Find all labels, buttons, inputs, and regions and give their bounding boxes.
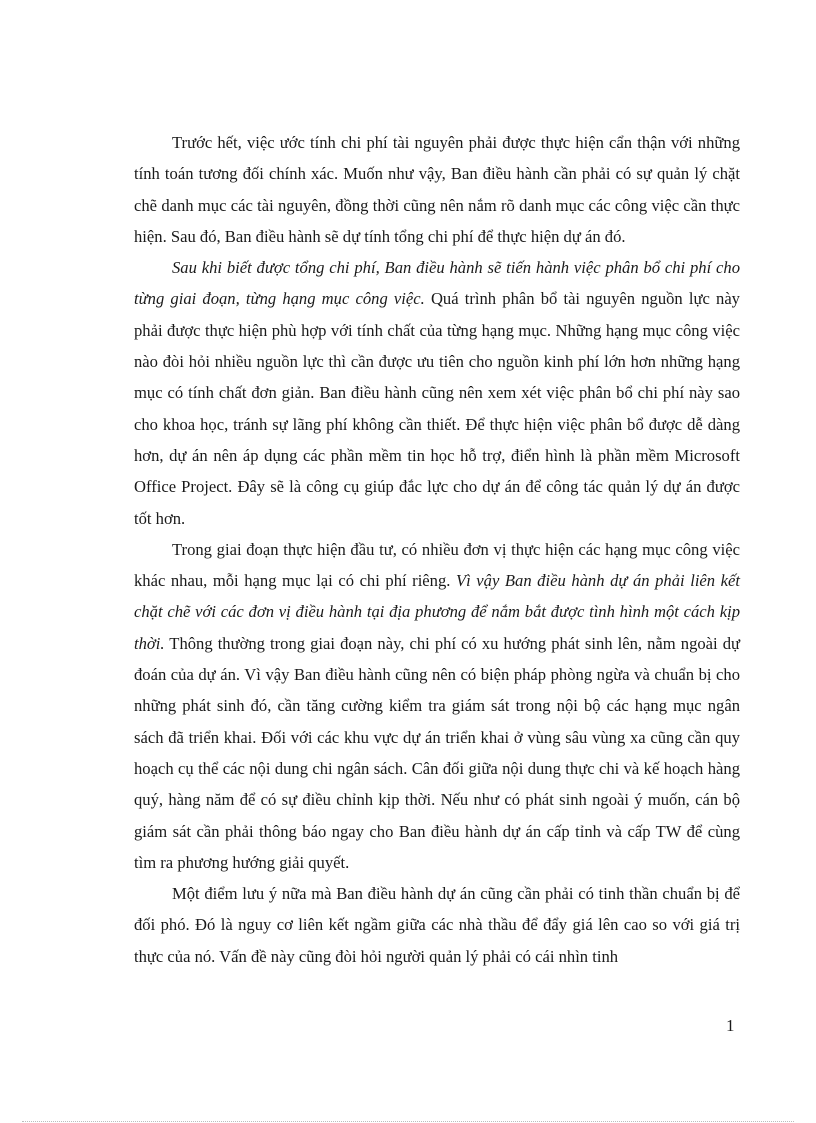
paragraph-3-run-1: Trong giai đoạn thực hiện đầu tư, có nhiều đơn vị thực hiện các hạng mục công việc khác nhau, mỗi hạng mục lại có chi phí riêng. bbox=[134, 539, 740, 591]
page-bottom-divider bbox=[22, 1121, 794, 1122]
page-number: 1 bbox=[726, 1016, 735, 1035]
paragraph-3-italic-emphasis: Vì vậy Ban điều hành dự án phải liên kết chặt chẽ với các đơn vị điều hành tại địa phương để nắm bắt được tình hình một cách kịp thời. bbox=[134, 571, 740, 653]
paragraph-1 bbox=[134, 127, 740, 252]
paragraph-3 bbox=[134, 534, 740, 878]
paragraph-3-run-3: Thông thường trong giai đoạn này, chi phí có xu hướng phát sinh lên, nằm ngoài dự đoán của dự án. Vì vậy Ban điều hành cũng nên có biện pháp phòng ngừa và chuẩn bị cho những phát sinh đó, cần tăng cường kiểm tra giám sát trong nội bộ các hạng mục ngân sách đã triển khai. Đối với các khu vực dự án triển khai ở vùng sâu vùng xa cũng cần quy hoạch cụ thể các nội dung chi ngân sách. Cân đối giữa nội dung thực chi và kế hoạch hàng quý, hàng năm để có sự điều chỉnh kịp thời. Nếu như có phát sinh ngoài ý muốn, cán bộ giám sát cần phải thông báo ngay cho Ban điều hành dự án cấp tỉnh và cấp TW để cùng tìm ra phương hướng giải quyết. bbox=[134, 633, 740, 872]
paragraph-4 bbox=[134, 878, 740, 972]
paragraph-2-run-2: Quá trình phân bổ tài nguyên nguồn lực này phải được thực hiện phù hợp với tính chất của từng hạng mục. Những hạng mục công việc nào đòi hỏi nhiều nguồn lực thì cần được ưu tiên cho nguồn kinh phí lớn hơn những hạng mục có tính chất đơn giản. Ban điều hành cũng nên xem xét việc phân bổ chi phí này sao cho khoa học, tránh sự lãng phí không cần thiết. Để thực hiện việc phân bổ được dễ dàng hơn, dự án nên áp dụng các phần mềm tin học hỗ trợ, điển hình là phần mềm Microsoft Office Project. Đây sẽ là công cụ giúp đắc lực cho dự án để công tác quản lý dự án được tốt hơn. bbox=[134, 289, 740, 528]
paragraph-4-run-1: Một điểm lưu ý nữa mà Ban điều hành dự án cũng cần phải có tinh thần chuẩn bị để đối phó. Đó là nguy cơ liên kết ngầm giữa các nhà thầu để đẩy giá lên cao so với giá trị thực của nó. Vấn đề này cũng đòi hỏi người quản lý phải có cái nhìn tinh bbox=[134, 884, 740, 966]
paragraph-2 bbox=[134, 252, 740, 534]
paragraph-2-italic-lead: Sau khi biết được tổng chi phí, Ban điều hành sẽ tiến hành việc phân bổ chi phí cho từng giai đoạn, từng hạng mục công việc. bbox=[134, 258, 740, 309]
body-text bbox=[134, 127, 740, 972]
paragraph-1-run-1: Trước hết, việc ước tính chi phí tài nguyên phải được thực hiện cẩn thận với những tính toán tương đối chính xác. Muốn như vậy, Ban điều hành cần phải có sự quản lý chặt chẽ danh mục các tài nguyên, đồng thời cũng nên nắm rõ danh mục các công việc cần thực hiện. Sau đó, Ban điều hành sẽ dự tính tổng chi phí để thực hiện dự án đó. bbox=[134, 133, 740, 246]
